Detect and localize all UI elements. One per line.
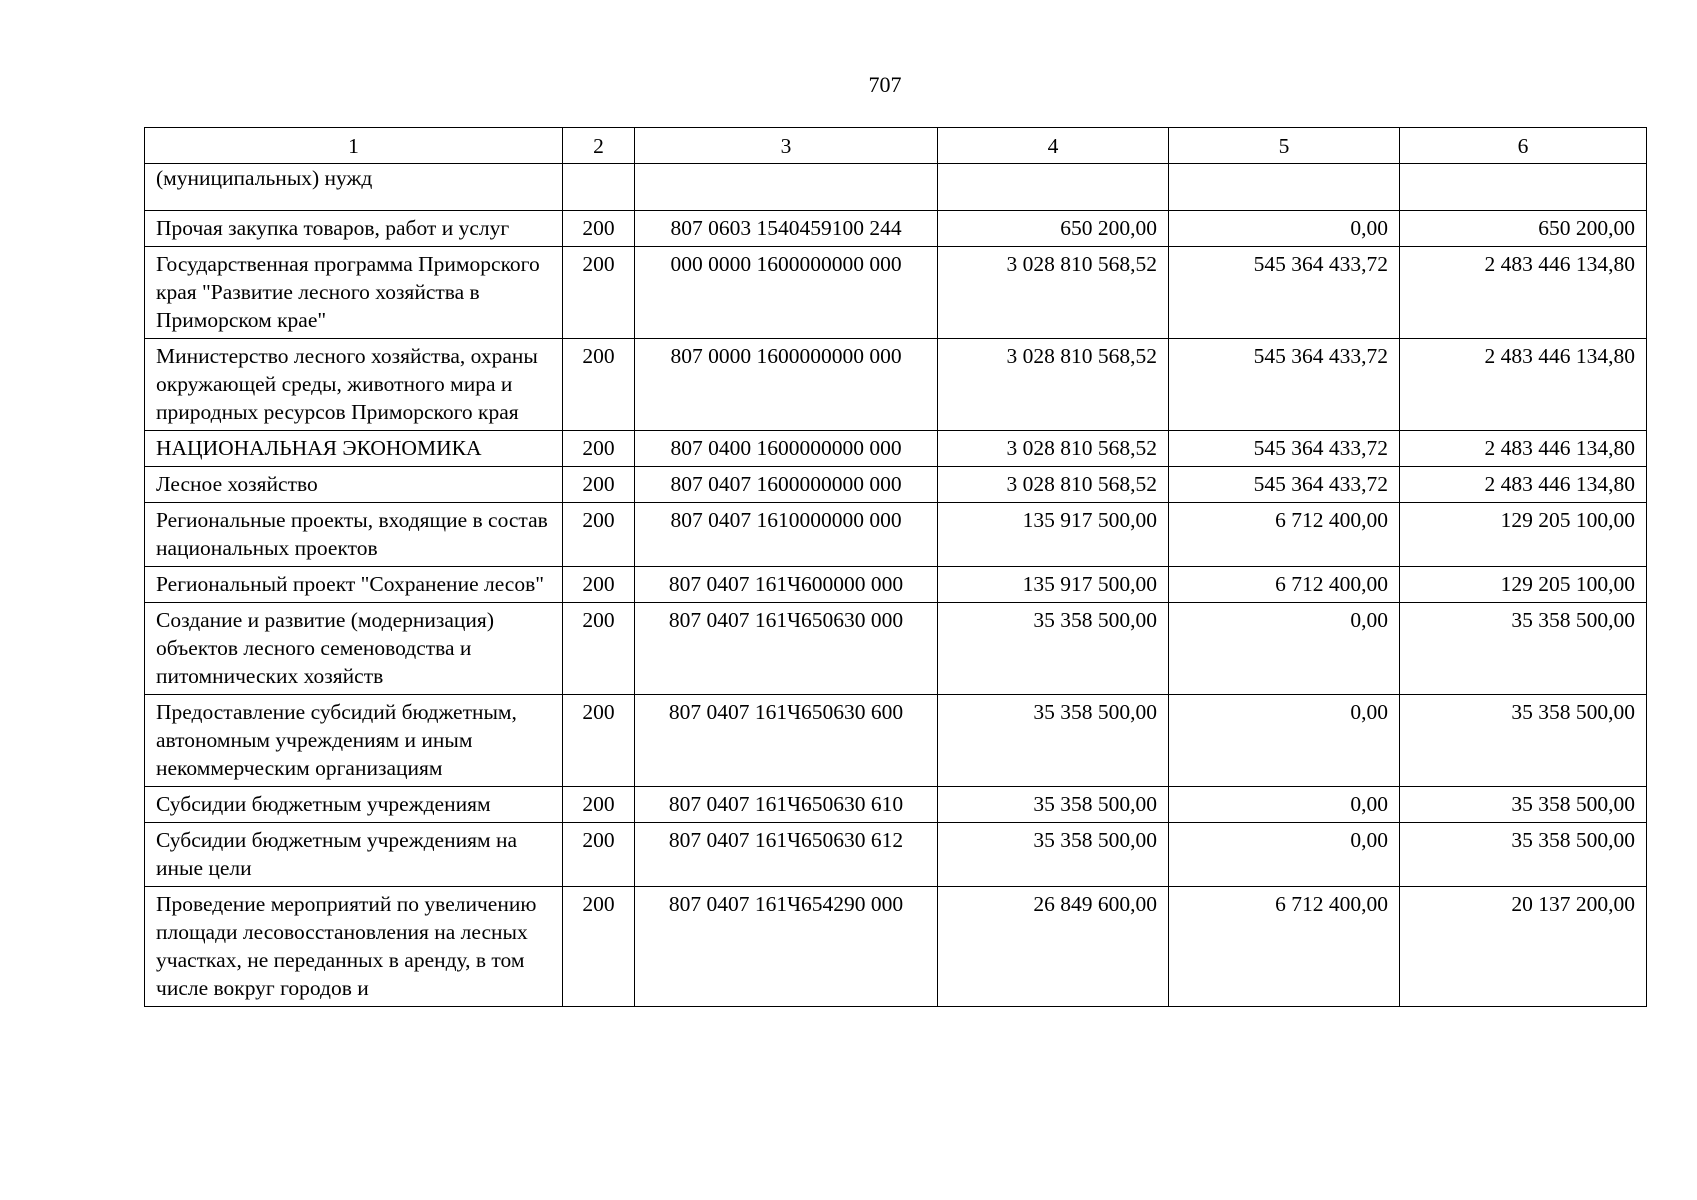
table-row [145,431,1647,467]
row-value-6: 2 483 446 134,80 [1400,247,1647,339]
row-value-5: 545 364 433,72 [1169,467,1400,503]
row-code: 200 [563,823,635,887]
row-value-4: 35 358 500,00 [938,695,1169,787]
row-value-6: 35 358 500,00 [1400,823,1647,887]
row-kbk: 807 0000 1600000000 000 [635,339,938,431]
header-row [145,128,1647,164]
row-code: 200 [563,503,635,567]
row-value-4: 35 358 500,00 [938,603,1169,695]
row-value-6 [1400,164,1647,211]
column-header: 6 [1400,128,1647,164]
table-row [145,164,1647,211]
row-name: (муниципальных) нужд [145,164,563,211]
row-code: 200 [563,211,635,247]
table-row [145,247,1647,339]
column-header: 2 [563,128,635,164]
row-value-5: 0,00 [1169,695,1400,787]
row-value-5: 0,00 [1169,603,1400,695]
row-value-6: 650 200,00 [1400,211,1647,247]
row-code: 200 [563,567,635,603]
table-row [145,887,1647,1007]
column-header: 5 [1169,128,1400,164]
table-row [145,503,1647,567]
row-name: Субсидии бюджетным учреждениям на иные цели [145,823,563,887]
table-row [145,211,1647,247]
row-name: Проведение мероприятий по увеличению площади лесовосстановления на лесных участках, не переданных в аренду, в том числе вокруг городов и [145,887,563,1007]
row-value-6: 35 358 500,00 [1400,787,1647,823]
row-code: 200 [563,339,635,431]
row-value-6: 35 358 500,00 [1400,603,1647,695]
row-name: Региональный проект "Сохранение лесов" [145,567,563,603]
row-kbk [635,164,938,211]
table-row [145,567,1647,603]
row-value-6: 35 358 500,00 [1400,695,1647,787]
table-row [145,695,1647,787]
row-kbk: 807 0407 161Ч654290 000 [635,887,938,1007]
row-value-5: 0,00 [1169,787,1400,823]
row-code: 200 [563,603,635,695]
row-value-6: 2 483 446 134,80 [1400,339,1647,431]
row-kbk: 807 0603 1540459100 244 [635,211,938,247]
row-kbk: 807 0407 1610000000 000 [635,503,938,567]
row-name: Министерство лесного хозяйства, охраны окружающей среды, животного мира и природных ресурсов Приморского края [145,339,563,431]
column-header: 4 [938,128,1169,164]
row-kbk: 807 0407 161Ч650630 610 [635,787,938,823]
column-header: 3 [635,128,938,164]
row-code: 200 [563,887,635,1007]
row-value-4: 3 028 810 568,52 [938,431,1169,467]
column-header: 1 [145,128,563,164]
row-name: Прочая закупка товаров, работ и услуг [145,211,563,247]
row-code: 200 [563,467,635,503]
row-kbk: 807 0407 161Ч600000 000 [635,567,938,603]
row-kbk: 807 0407 1600000000 000 [635,467,938,503]
table-row [145,823,1647,887]
row-kbk: 000 0000 1600000000 000 [635,247,938,339]
row-value-6: 2 483 446 134,80 [1400,467,1647,503]
row-kbk: 807 0407 161Ч650630 000 [635,603,938,695]
page-number: 707 [868,72,902,97]
row-kbk: 807 0400 1600000000 000 [635,431,938,467]
row-value-4 [938,164,1169,211]
row-value-6: 2 483 446 134,80 [1400,431,1647,467]
row-value-5: 0,00 [1169,211,1400,247]
row-value-5: 6 712 400,00 [1169,567,1400,603]
row-name: Субсидии бюджетным учреждениям [145,787,563,823]
row-code: 200 [563,787,635,823]
row-value-5 [1169,164,1400,211]
row-code: 200 [563,695,635,787]
row-value-4: 3 028 810 568,52 [938,339,1169,431]
row-value-4: 26 849 600,00 [938,887,1169,1007]
table-row [145,787,1647,823]
row-value-4: 135 917 500,00 [938,567,1169,603]
row-name: Создание и развитие (модернизация) объектов лесного семеноводства и питомнических хозяйств [145,603,563,695]
table-row [145,467,1647,503]
row-value-6: 129 205 100,00 [1400,567,1647,603]
row-kbk: 807 0407 161Ч650630 612 [635,823,938,887]
row-name: Государственная программа Приморского края "Развитие лесного хозяйства в Приморском крае" [145,247,563,339]
table-row [145,339,1647,431]
row-value-5: 545 364 433,72 [1169,339,1400,431]
row-name: Предоставление субсидий бюджетным, автономным учреждениям и иным некоммерческим организациям [145,695,563,787]
budget-table [144,127,1647,1007]
row-name: Лесное хозяйство [145,467,563,503]
row-value-5: 545 364 433,72 [1169,431,1400,467]
row-code [563,164,635,211]
row-kbk: 807 0407 161Ч650630 600 [635,695,938,787]
row-value-5: 0,00 [1169,823,1400,887]
row-name: НАЦИОНАЛЬНАЯ ЭКОНОМИКА [145,431,563,467]
row-value-4: 650 200,00 [938,211,1169,247]
table-row [145,603,1647,695]
row-value-4: 35 358 500,00 [938,787,1169,823]
row-name: Региональные проекты, входящие в состав национальных проектов [145,503,563,567]
row-value-5: 6 712 400,00 [1169,503,1400,567]
row-value-5: 6 712 400,00 [1169,887,1400,1007]
row-value-4: 3 028 810 568,52 [938,247,1169,339]
row-value-6: 129 205 100,00 [1400,503,1647,567]
row-value-5: 545 364 433,72 [1169,247,1400,339]
row-value-4: 3 028 810 568,52 [938,467,1169,503]
row-value-4: 135 917 500,00 [938,503,1169,567]
row-value-6: 20 137 200,00 [1400,887,1647,1007]
row-code: 200 [563,247,635,339]
row-value-4: 35 358 500,00 [938,823,1169,887]
row-code: 200 [563,431,635,467]
